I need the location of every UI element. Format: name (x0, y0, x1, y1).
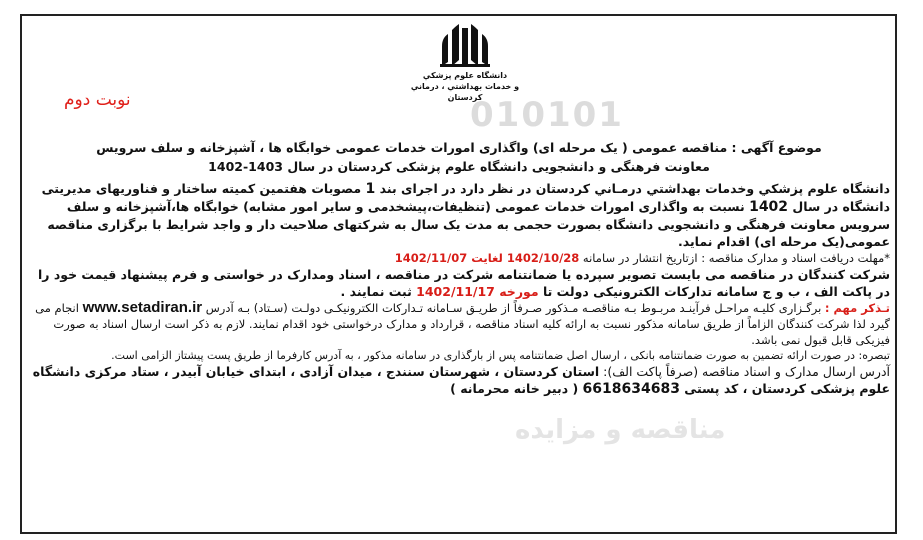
stamp-label: نوبت دوم (64, 90, 131, 110)
university-logo (390, 24, 540, 124)
subject-line-2: معاونت فرهنگی و دانشجویی دانشگاه علوم پزشکی کردستان در سال 1403-1402 (208, 159, 710, 174)
watermark-text: مناقصه و مزایده (515, 415, 726, 445)
university-emblem-icon (438, 24, 492, 68)
university-name: دانشگاه علوم پزشكي و خدمات بهداشتي ، درماني كردستان (410, 71, 520, 102)
postal-code: 6618634683 (582, 381, 680, 397)
subject-line-1: موضوع آگهی : مناقصه عمومی ( یک مرحله ای) واگذاری امورات خدمات عمومی خوابگاه ها ، آشپزخانه و سلف سرویس (96, 140, 822, 155)
deadline-to: 1402/11/07 (394, 251, 468, 265)
notice-label: تـذکر مهم : (824, 301, 890, 315)
deadline-line: *مهلت دریافت اسناد و مدارک مناقصه : ازتاریخ انتشار در سامانه 1402/10/28 لغایت 1402/11/07 (394, 251, 890, 265)
deadline-from: 1402/10/28 (506, 251, 580, 265)
note-line: تبصره: در صورت ارائه تضمین به صورت ضمانتنامه بانکی ، ارسال اصل ضمانتنامه پس از بارگذاری در سامانه مذکور ، به آدرس کارفرما از طریق پست پیشتاز الزامی است. (111, 349, 890, 362)
setad-website-link[interactable]: www.setadiran.ir (82, 299, 203, 316)
important-notice: تـذکر مهم : برگـزاری کلیـه مراحـل فرآینـد مربـوط بـه مناقصـه مـذکور صـرفاً از طریـق سـامانه تـدارکات الکترونیکـی دولـت (سـتاد) بـه آدرس www.setadiran.ir انجام می گیرد لذا شرکت کنندگان الزاماً از طریق سامانه مذکور نسبت به ارائه کلیه اسناد مناقصه ، قرارداد و مدارک درخواستی خود اقدام نمایند. لازم به ذکر است ارسال اسناد به صورت فیزیکی قابل قبول نمی باشد. (35, 299, 890, 347)
watermark-number: 010101 (470, 95, 624, 135)
address-paragraph: آدرس ارسال مدارک و اسناد مناقصه (صرفاً پاکت الف): استان کردستان ، شهرستان سنندج ، میدان آزادی ، ابتدای خیابان آبیدر ، ستاد مرکزی دانشگاه علوم پزشکی کردستان ، کد پستی 6618634683 ( دبیر خانه محرمانه ) (32, 364, 890, 397)
guarantee-paragraph: شرکت کنندگان در مناقصه می بایست تصویر سپرده یا ضمانتنامه شرکت در مناقصه ، اسناد ومدارک در خواستی و فرم پیشنهاد قیمت خود را در پاکت الف ، ب و ج سامانه تدارکات الکترونیکی دولت تا مورخه 1402/11/17 ثبت نمایند . (37, 267, 890, 299)
intro-paragraph: دانشگاه علوم پزشكي وخدمات بهداشتي درمـاني كردستان در نظر دارد در اجرای بند 1 مصوبات هفتمین کمیته ساختار و فناوریهای مدیریتی دانشگاه در سال 1402 نسبت به واگذاری امورات خدمات عمومی (تنظیفات،پیشخدمی و سایر امور مشابه) خوابگاه ها،آشپزخانه و سلف سرویس معاونت فرهنگی و دانشجویی دانشگاه بصورت حجمی به مدت یک سال به شرکتهای صلاحیت دار و واجد شرایط با برگزاری مناقصه عمومی(یک مرحله ای) اقدام نماید. (41, 181, 890, 249)
guarantee-date: 1402/11/17 (416, 284, 495, 299)
notice-body (28, 138, 890, 398)
